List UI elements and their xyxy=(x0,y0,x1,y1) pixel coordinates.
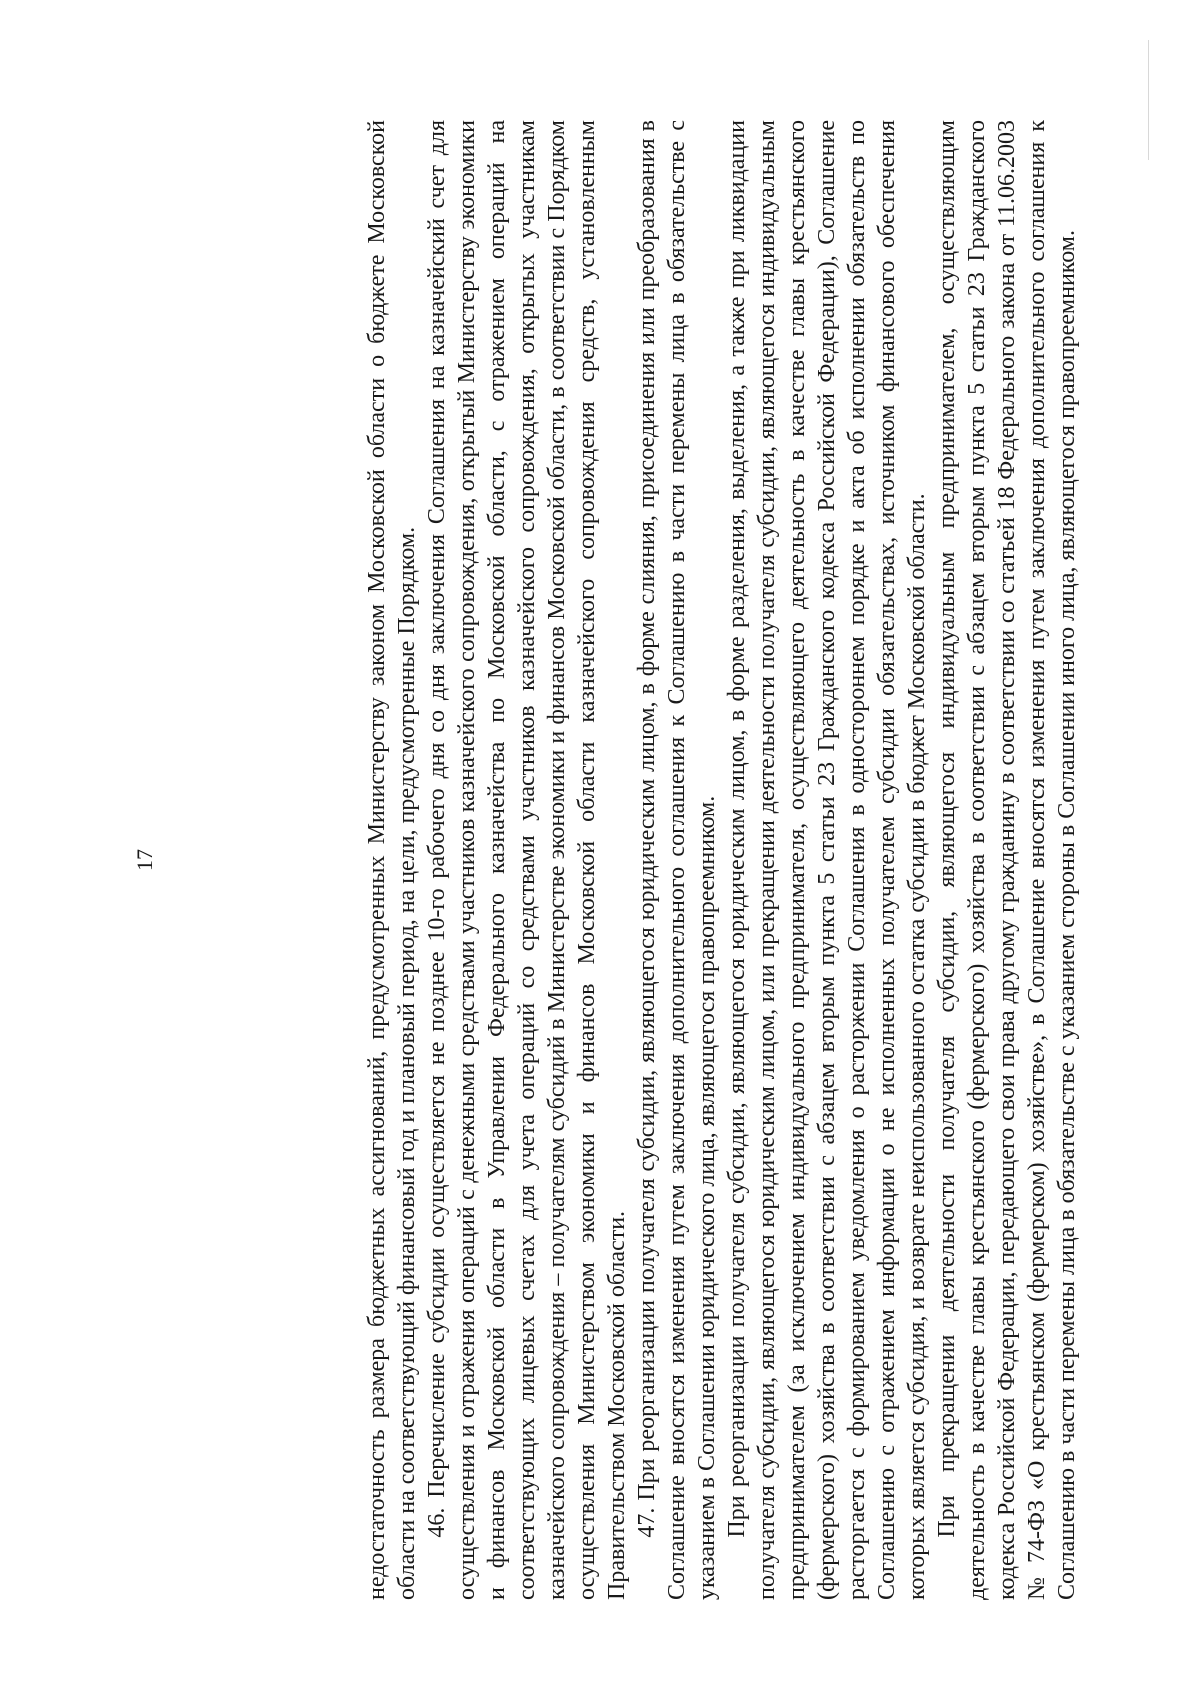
paragraph-47: 47. При реорганизации получателя субсидии, являющегося юридическим лицом, в форме слияния, присоединения или преобразования в Соглашение вносятся изменения путем заключения дополнительного соглашения к Соглашению в части перемены лица в обязательстве с указанием в Соглашении юридического лица, являющегося правопреемником. xyxy=(634,120,720,1600)
paragraph-termination: При прекращении деятельности получателя субсидии, являющегося индивидуальным предпринимателем, осуществляющим деятельность в качестве главы крестьянского (фермерского) хозяйства в соответствии с абзацем вторым пункта 5 статьи 23 Гражданского кодекса Российской Федерации, передающего свои права другому гражданину в соответствии со статьей 18 Федерального закона от 11.06.2003 № 74-ФЗ «О крестьянском (фермерском) хозяйстве», в Соглашение вносятся изменения путем заключения дополнительного соглашения к Соглашению в части перемены лица в обязательстве с указанием стороны в Соглашении иного лица, являющегося правопреемником. xyxy=(934,120,1080,1600)
paragraph-reorganization: При реорганизации получателя субсидии, являющегося юридическим лицом, в форме разделения, выделения, а также при ликвидации получателя субсидии, являющегося юридическим лицом, или прекращении деятельности получателя субсидии, являющегося индивидуальным предпринимателем (за исключением индивидуального предпринимателя, осуществляющего деятельность в качестве главы крестьянского (фермерского) хозяйства в соответствии с абзацем вторым пункта 5 статьи 23 Гражданского кодекса Российской Федерации), Соглашение расторгается с формированием уведомления о расторжении Соглашения в одностороннем порядке и акта об исполнении обязательств по Соглашению с отражением информации о не исполненных получателем субсидии обязательствах, источником финансового обеспечения которых является субсидия, и возврате неиспользованного остатка субсидии в бюджет Московской области. xyxy=(724,120,930,1600)
rotated-text-block xyxy=(130,120,1080,1600)
paragraph-continuation: недостаточность размера бюджетных ассигнований, предусмотренных Министерству законом Московской области о бюджете Московской области на соответствующий финансовый год и плановый период, на цели, предусмотренные Порядком. xyxy=(364,120,420,1600)
page-number: 17 xyxy=(132,849,157,871)
paragraph-46: 46. Перечисление субсидии осуществляется не позднее 10-го рабочего дня со дня заключения Соглашения на казначейский счет для осуществления и отражения операций с денежными средствами участников казначейского сопровождения, открытый Министерству экономики и финансов Московской области в Управлении Федерального казначейства по Московской области, с отражением операций на соответствующих лицевых счетах для учета операций со средствами участников казначейского сопровождения, открытых участникам казначейского сопровождения – получателям субсидий в Министерстве экономики и финансов Московской области, в соответствии с Порядком осуществления Министерством экономики и финансов Московской области казначейского сопровождения средств, установленным Правительством Московской области. xyxy=(424,120,630,1600)
document-body xyxy=(362,120,1082,1600)
scan-artifact-line xyxy=(1148,40,1149,160)
